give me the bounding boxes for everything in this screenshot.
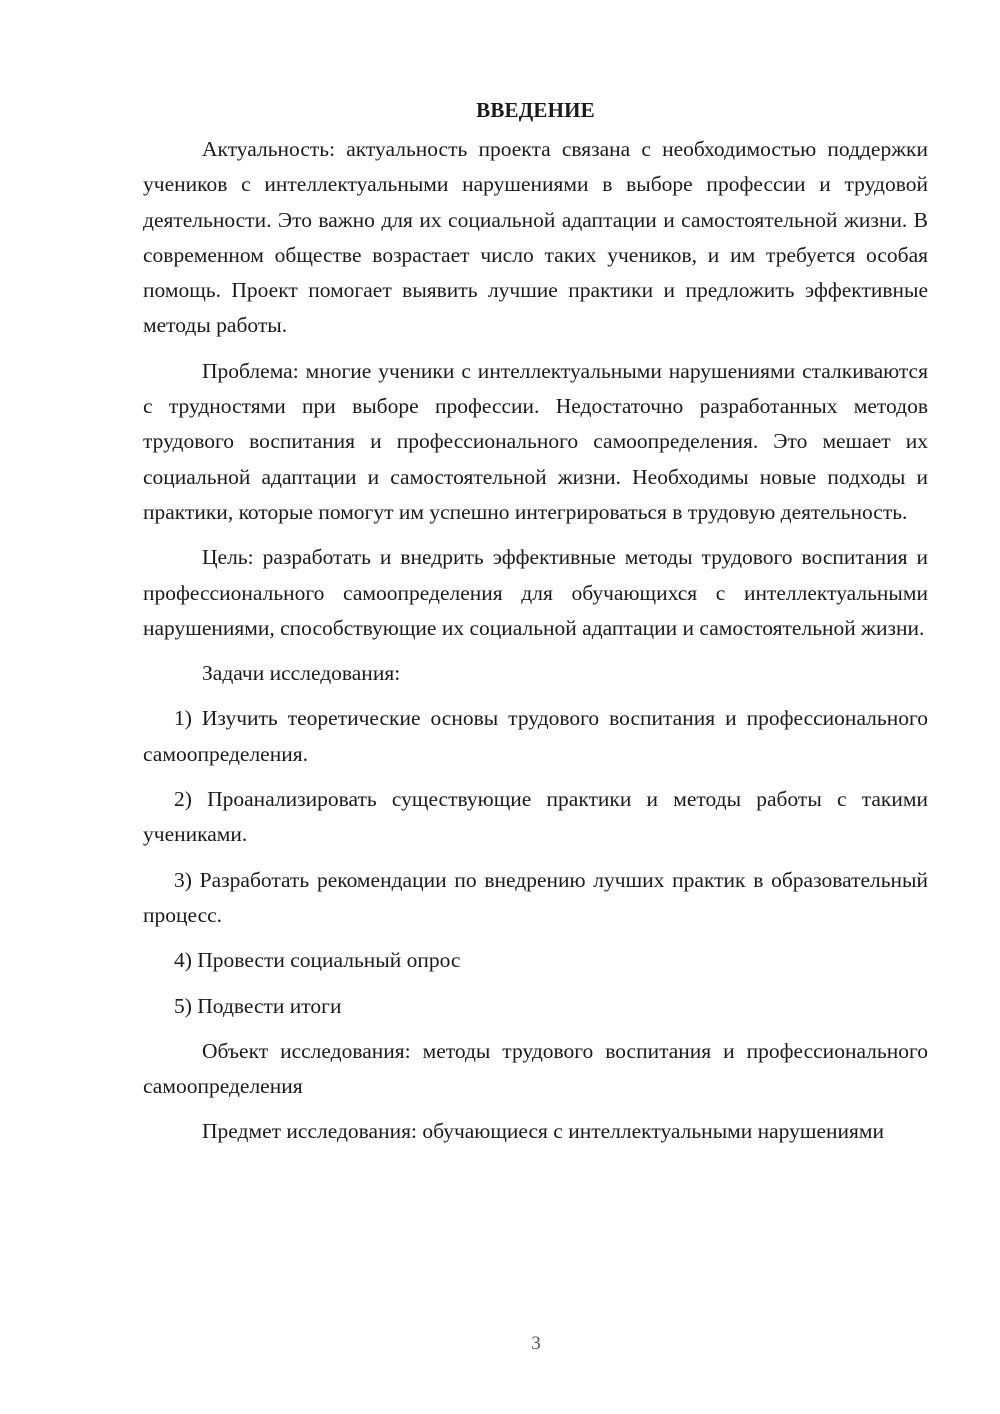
tasks-heading: Задачи исследования: [202,661,401,686]
relevance-paragraph: Актуальность: актуальность проекта связана с необходимостью поддержки учеников с интеллектуальными нарушениями в выборе профессии и трудовой деятельности. Это важно для их социальной адаптации и самостоятельной жизни. В современном обществе возрастает число таких учеников, и им требуется особая помощь. Проект помогает выявить лучшие практики и предложить эффективные методы работы. [143,137,928,338]
task-item-3: 3) Разработать рекомендации по внедрению лучших практик в образовательный процесс. [143,867,928,927]
object-paragraph: Объект исследования: методы трудового воспитания и профессионального самоопределения [143,1038,928,1099]
page-number: 3 [531,1333,541,1354]
subject-paragraph: Предмет исследования: обучающиеся с интеллектуальными нарушениями [202,1119,884,1144]
task-item-1: 1) Изучить теоретические основы трудового воспитания и профессионального самоопределения. [143,706,928,766]
task-item-4: 4) Провести социальный опрос [174,948,461,973]
task-item-2: 2) Проанализировать существующие практики и методы работы с такими учениками. [143,787,928,847]
goal-paragraph: Цель: разработать и внедрить эффективные методы трудового воспитания и профессионального самоопределения для обучающихся с интеллектуальными нарушениями, способствующие их социальной адаптации и самостоятельной жизни. [143,545,928,640]
task-item-5: 5) Подвести итоги [174,993,342,1018]
page-content [143,95,928,1160]
page-title: ВВЕДЕНИЕ [476,98,595,122]
problem-paragraph: Проблема: многие ученики с интеллектуальными нарушениями сталкиваются с трудностями при выборе профессии. Недостаточно разработанных методов трудового воспитания и профессионального самоопределения. Это мешает их социальной адаптации и самостоятельной жизни. Необходимы новые подходы и практики, которые помогут им успешно интегрироваться в трудовую деятельность. [143,358,928,524]
